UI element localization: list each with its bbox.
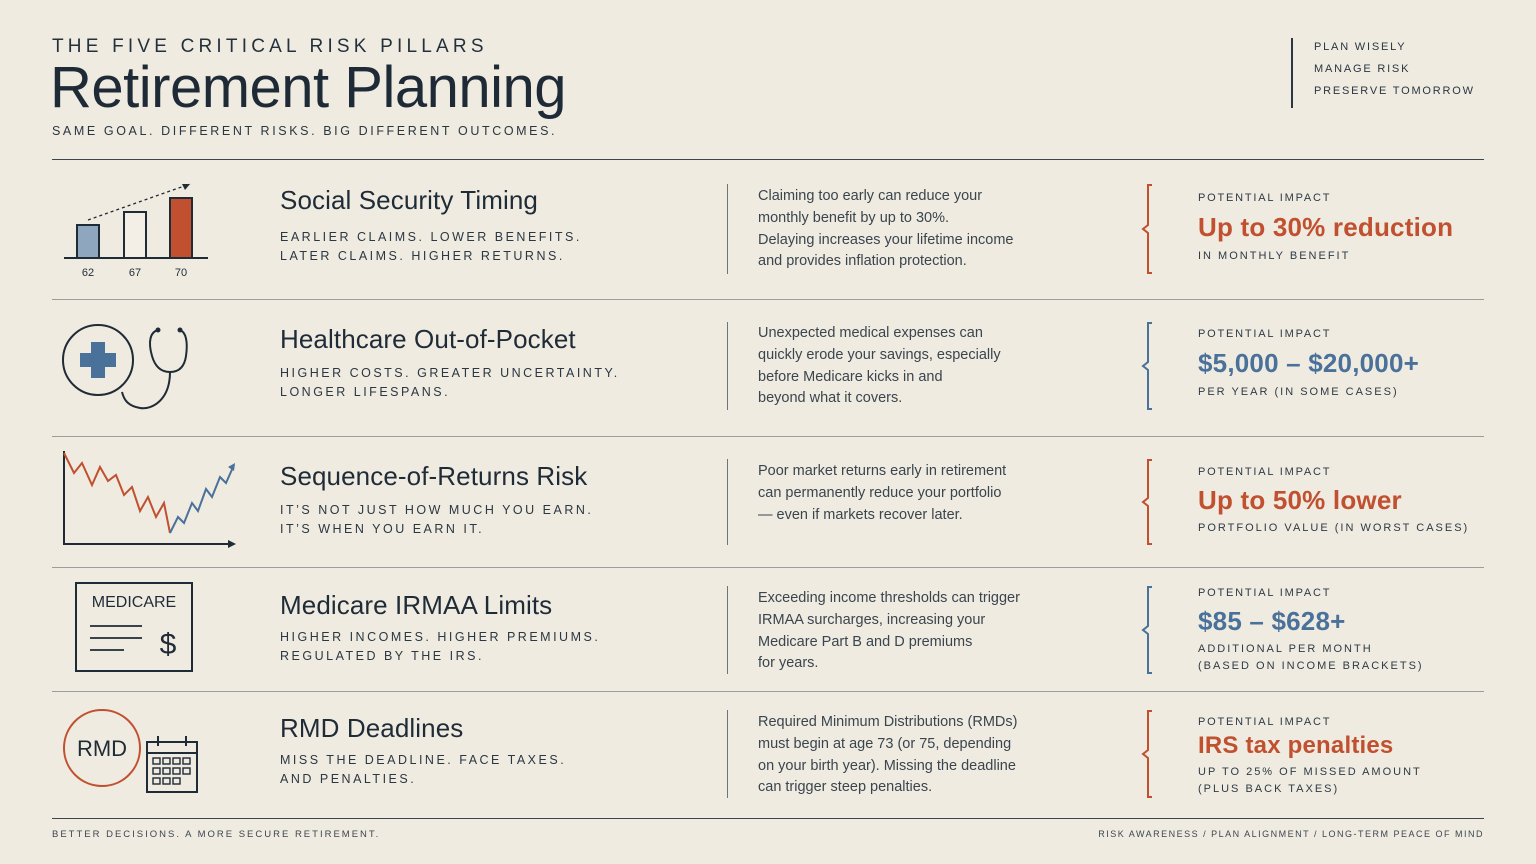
description-line: must begin at age 73 (or 75, depending [758,735,1012,752]
pillar-title: Medicare IRMAA Limits [280,590,553,620]
bar-label: 67 [128,267,142,279]
impact-note [1198,248,1350,265]
pillar-subtitle [280,751,566,789]
impact-label: POTENTIAL IMPACT [1198,192,1332,204]
pillar-description [758,461,1058,526]
pillar-subtitle-line: HIGHER COSTS. GREATER UNCERTAINTY. [280,366,620,380]
description-line: can trigger steep penalties. [758,779,933,796]
impact-bracket [1140,710,1154,798]
pillar-row-rmd-deadlines [52,692,1484,818]
pillar-subtitle-line: IT’S NOT JUST HOW MUCH YOU EARN. [280,503,594,517]
impact-note-line: UP TO 25% OF MISSED AMOUNT [1198,766,1422,778]
market-line-chart-icon [52,437,242,555]
pillar-subtitle [280,501,593,539]
page-title: Retirement Planning [50,55,567,120]
bar-label: 62 [81,267,95,279]
pillar-subtitle-line: MISS THE DEADLINE. FACE TAXES. [280,753,567,767]
description-line: beyond what it covers. [758,390,903,407]
description-line: Poor market returns early in retirement [758,463,1007,479]
tagline-line: PRESERVE TOMORROW [1314,85,1475,97]
impact-note-line: (PLUS BACK TAXES) [1198,783,1340,795]
description-line: IRMAA surcharges, increasing your [758,611,986,628]
description-line: monthly benefit by up to 30%. [758,209,950,226]
description-line: Medicare Part B and D premiums [758,633,973,650]
column-divider [727,459,728,545]
pillar-row-healthcare [52,300,1484,437]
pillar-subtitle-line: LATER CLAIMS. HIGHER RETURNS. [280,249,565,263]
pillar-subtitle-line: REGULATED BY THE IRS. [280,649,484,663]
description-line: Required Minimum Distributions (RMDs) [758,714,1018,730]
impact-value: IRS tax penalties [1198,732,1394,759]
pillar-title: RMD Deadlines [280,713,464,743]
impact-label: POTENTIAL IMPACT [1198,466,1332,478]
impact-note [1198,764,1422,798]
description-line: quickly erode your savings, especially [758,346,1001,363]
pillar-title: Healthcare Out-of-Pocket [280,324,576,354]
medicare-card-text: MEDICARE [91,594,177,611]
impact-label: POTENTIAL IMPACT [1198,716,1332,728]
impact-value: Up to 50% lower [1198,485,1402,515]
pillar-row-social-security [52,160,1484,300]
impact-note-line: PER YEAR (IN SOME CASES) [1198,386,1399,398]
description-line: Unexpected medical expenses can [758,325,983,341]
pillar-subtitle-line: AND PENALTIES. [280,772,417,786]
impact-bracket [1140,459,1154,545]
impact-bracket [1140,322,1154,410]
description-line: Delaying increases your lifetime income [758,231,1014,248]
column-divider [727,322,728,410]
description-line: can permanently reduce your portfolio [758,484,1002,501]
impact-note [1198,641,1424,675]
tagline-line: MANAGE RISK [1314,63,1411,75]
column-divider [727,710,728,798]
impact-value: $85 – $628+ [1198,606,1346,636]
footer-left-text: BETTER DECISIONS. A MORE SECURE RETIREMENT. [52,829,381,840]
tagline [1291,38,1475,108]
pillar-row-medicare-irmaa [52,568,1484,691]
column-divider [727,586,728,674]
impact-value: $5,000 – $20,000+ [1198,348,1419,378]
rmd-calendar-icon [52,692,232,812]
pillar-title: Sequence-of-Returns Risk [280,461,588,491]
page-subtitle: SAME GOAL. DIFFERENT RISKS. BIG DIFFERENT OUTCOMES. [52,124,558,138]
impact-label: POTENTIAL IMPACT [1198,587,1332,599]
medicare-card-icon [52,568,232,686]
header-kicker: THE FIVE CRITICAL RISK PILLARS [52,36,488,57]
svg-text:$: $ [159,628,177,661]
pillar-subtitle [280,364,620,402]
description-line: for years. [758,655,819,672]
pillar-subtitle [280,228,582,266]
description-line: and provides inflation protection. [758,253,967,270]
pillar-subtitle-line: EARLIER CLAIMS. LOWER BENEFITS. [280,230,582,244]
pillar-subtitle-line: HIGHER INCOMES. HIGHER PREMIUMS. [280,630,601,644]
impact-note [1198,384,1399,401]
impact-note-line: (BASED ON INCOME BRACKETS) [1198,660,1424,672]
pillar-description [758,186,1058,273]
pillar-description [758,588,1058,675]
footer-right-text: RISK AWARENESS / PLAN ALIGNMENT / LONG-TERM PEACE OF MIND [1098,829,1484,839]
impact-note-line: ADDITIONAL PER MONTH [1198,643,1373,655]
description-line: Claiming too early can reduce your [758,188,983,204]
pillar-description [758,323,1058,410]
impact-note-line: PORTFOLIO VALUE (IN WORST CASES) [1198,522,1470,534]
impact-note-line: IN MONTHLY BENEFIT [1198,250,1351,262]
description-line: — even if markets recover later. [758,506,963,523]
description-line: on your birth year). Missing the deadline [758,757,1016,774]
footer-divider [52,818,1484,819]
rmd-text: RMD [76,736,128,761]
column-divider [727,184,728,274]
impact-note [1198,520,1469,537]
pillar-subtitle-line: IT’S WHEN YOU EARN IT. [280,522,485,536]
description-line: Exceeding income thresholds can trigger [758,590,1020,606]
impact-value: Up to 30% reduction [1198,212,1454,242]
pillar-subtitle-line: LONGER LIFESPANS. [280,385,451,399]
bar-label: 70 [174,267,188,279]
description-line: before Medicare kicks in and [758,368,943,385]
pillar-title: Social Security Timing [280,185,538,215]
bar-chart-icon [52,160,232,290]
impact-bracket [1140,184,1154,274]
impact-bracket [1140,586,1154,674]
pillar-subtitle [280,628,600,666]
tagline-line: PLAN WISELY [1314,41,1407,53]
pillar-description [758,712,1058,799]
pillar-row-sequence-of-returns [52,437,1484,567]
impact-label: POTENTIAL IMPACT [1198,328,1332,340]
medical-cross-stethoscope-icon [52,300,232,430]
